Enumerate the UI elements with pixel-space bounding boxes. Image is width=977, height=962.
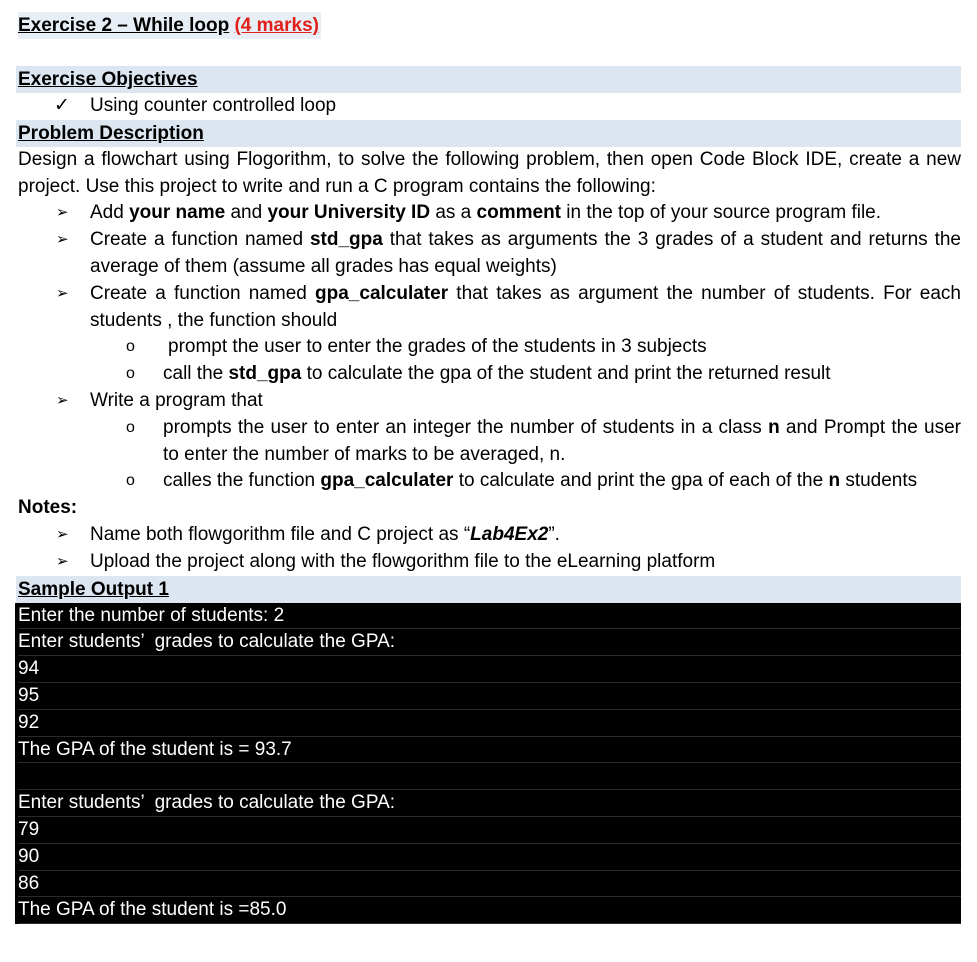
problem-heading: Problem Description [16, 120, 961, 147]
text: ”. [548, 523, 560, 545]
text-bold: std_gpa [309, 229, 383, 251]
arrow-bullet-icon: ➢ [56, 552, 69, 570]
note-name-files [18, 522, 959, 549]
circle-bullet-icon: o [126, 418, 135, 436]
text: in the top of your source program file. [561, 202, 882, 224]
bullet-gpa-calculater [18, 281, 961, 335]
notes-heading: Notes: [18, 497, 78, 519]
text: and Prompt the user to enter the number of marks to be averaged, n. [163, 416, 961, 465]
circle-bullet-icon: o [126, 365, 135, 383]
text: that takes as arguments the 3 grades of a student and returns the average of them (assume all grades has equal weights) [90, 229, 961, 277]
arrow-bullet-icon: ➢ [56, 284, 69, 302]
objective-item [18, 93, 959, 120]
text: that takes as argument the number of students. For each students , the function should [90, 282, 961, 331]
document-page [18, 12, 959, 924]
text-bold: std_gpa [228, 363, 302, 385]
console-line: 92 [18, 710, 961, 737]
console-line: The GPA of the student is =85.0 [18, 897, 961, 924]
problem-intro: Design a flowchart using Flogorithm, to solve the following problem, then open Code Block IDE, create a new project. Use this project to write and run a C program contains the following: [18, 148, 961, 197]
console-line: 86 [18, 871, 961, 898]
sample-output-heading: Sample Output 1 [16, 576, 961, 603]
arrow-bullet-icon: ➢ [56, 525, 69, 543]
sub-bullet-prompt-grades [18, 334, 959, 361]
text-bold: comment [476, 202, 562, 224]
text: Name both flowgorithm file and C project as “ [90, 523, 471, 545]
text-bold: your name [129, 202, 226, 224]
circle-bullet-icon: o [126, 472, 135, 490]
sample-output-console [15, 603, 961, 925]
text: and [225, 202, 268, 224]
text: to calculate and print the gpa of each of the [453, 470, 829, 492]
sub-bullet-call-gpa-calculater [18, 468, 959, 495]
text: to calculate the gpa of the student and print the returned result [301, 363, 831, 385]
exercise-title [18, 12, 959, 39]
arrow-bullet-icon: ➢ [56, 204, 69, 222]
console-line: 79 [18, 817, 961, 844]
text-bold: your University ID [267, 202, 431, 224]
circle-bullet-icon: o [126, 338, 135, 356]
console-line: Enter the number of students: 2 [18, 603, 961, 630]
arrow-bullet-icon: ➢ [56, 231, 69, 249]
spacer [18, 39, 959, 66]
text: Write a program that [90, 389, 263, 411]
text-bold: n [828, 470, 841, 492]
note-upload [18, 549, 959, 576]
text: students [840, 470, 918, 492]
console-line [18, 763, 961, 790]
text-bold: gpa_calculater [320, 470, 454, 492]
title-text: Exercise 2 – While loop [18, 15, 230, 36]
bullet-name-id [18, 200, 959, 227]
console-line: Enter students’ grades to calculate the GPA: [18, 790, 961, 817]
console-line: 90 [18, 844, 961, 871]
arrow-bullet-icon: ➢ [56, 391, 69, 409]
console-line: 95 [18, 683, 961, 710]
bullet-write-program [18, 388, 959, 415]
bullet-std-gpa [18, 227, 961, 281]
text-bold: gpa_calculater [315, 282, 449, 304]
objective-text: Using counter controlled loop [90, 95, 337, 116]
text: prompts the user to enter an integer the number of students in a class [163, 416, 769, 438]
console-line: Enter students’ grades to calculate the GPA: [18, 629, 961, 656]
text-bold: n [768, 416, 780, 438]
marks-label: (4 marks) [234, 15, 319, 36]
sub-bullet-prompt-n [18, 415, 961, 469]
text: as a [430, 202, 477, 224]
objectives-heading: Exercise Objectives [16, 66, 961, 93]
check-icon: ✓ [54, 95, 70, 116]
sub-bullet-call-std-gpa [18, 361, 959, 388]
console-line: 94 [18, 656, 961, 683]
text: Upload the project along with the flowgorithm file to the eLearning platform [90, 550, 716, 572]
text-bold-italic: Lab4Ex2 [470, 523, 549, 545]
text: Create a function named [90, 229, 310, 251]
text: calles the function [163, 470, 321, 492]
text: Add [90, 202, 130, 224]
console-line: The GPA of the student is = 93.7 [18, 737, 961, 764]
text: prompt the user to enter the grades of the students in 3 subjects [168, 336, 707, 358]
text: call the [163, 363, 229, 385]
text: Create a function named [90, 282, 316, 304]
